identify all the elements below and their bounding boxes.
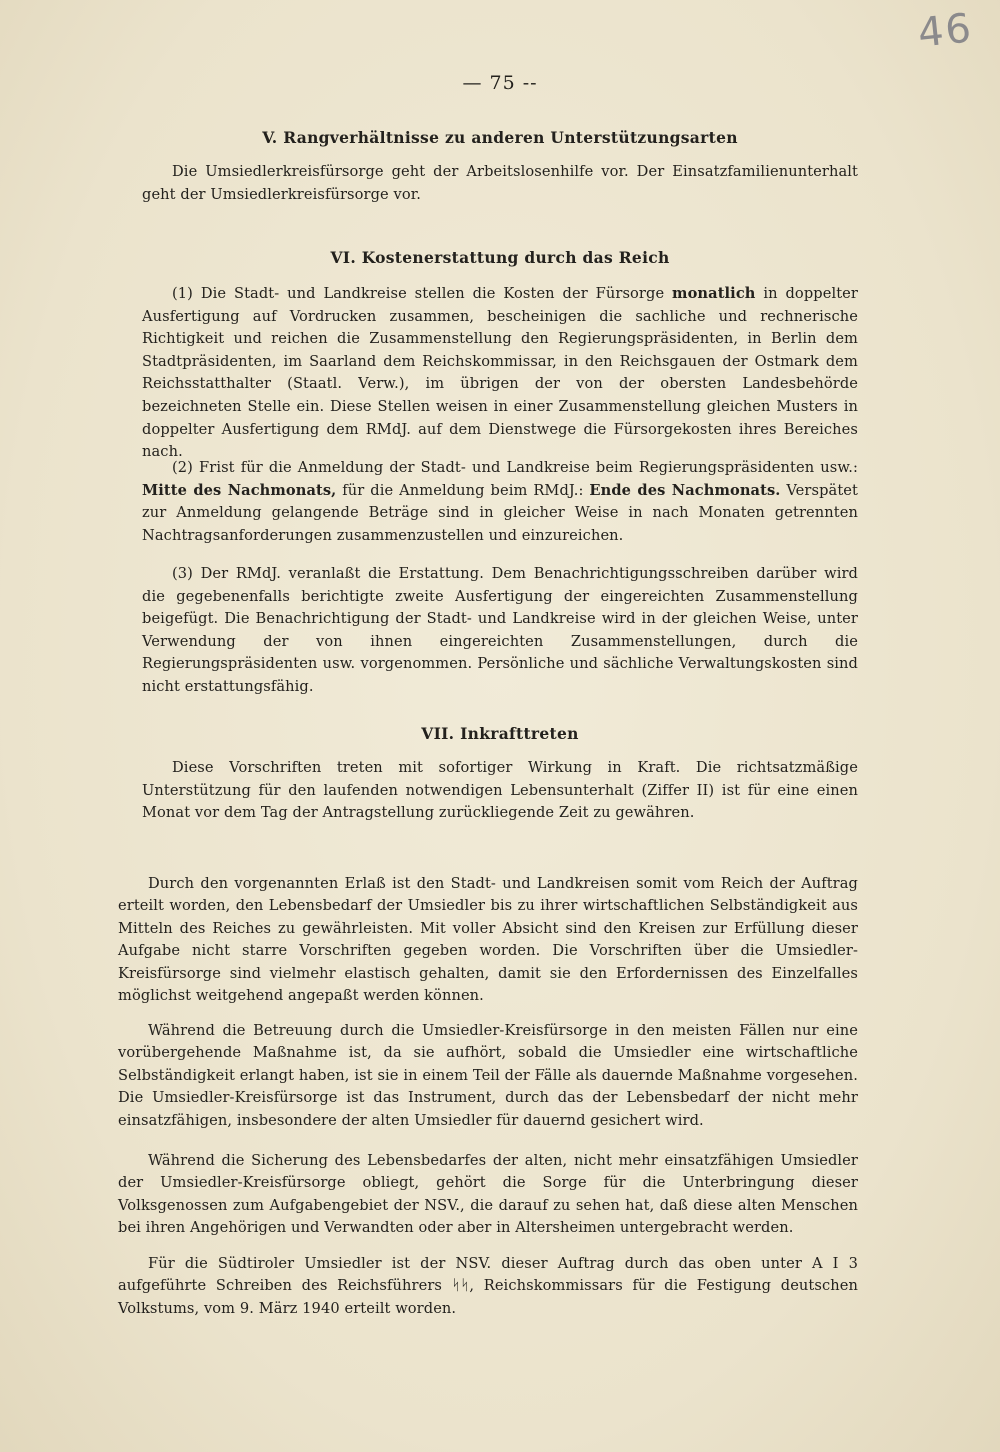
body-paragraph-1: Durch den vorgenannten Erlaß ist den Stadt- und Landkreisen somit vom Reich der Auftrag erteilt worden, den Lebensbedarf der Umsiedler bis zu ihrer wirtschaftlichen Selbständigkeit aus Mitteln des Reiches zu gewährleisten. Mit voller Absicht sind den Kreisen zur Erfüllung dieser Aufgabe nicht starre Vorschriften gegeben worden. Die Vorschriften über die Umsiedler-Kreisfürsorge sind vielmehr elastisch gehalten, damit sie den Erfordernissen des Einzelfalles möglichst weitgehend angepaßt werden können. (118, 875, 858, 1005)
text-run: Verspätet zur Anmeldung gelangende Beträge sind in gleicher Weise in nach Monaten getrennten Nachtragsanforderungen zusammenzustellen und einzureichen. (142, 481, 858, 544)
text-run: (1) Die Stadt- und Landkreise stellen die Kosten der Fürsorge (172, 285, 673, 302)
section-vi-paragraph-1 (142, 283, 858, 464)
emphasis-ende: Ende des Nachmonats. (589, 481, 781, 499)
section-vii-text: Diese Vorschriften treten mit sofortiger Wirkung in Kraft. Die richtsatzmäßige Unterstützung für den laufenden notwendigen Lebensunterhalt (Ziffer II) ist für eine einen Monat vor dem Tag der Antragstellung zurückliegende Zeit zu gewähren. (142, 759, 858, 822)
text-run: für die Anmeldung beim RMdJ.: (336, 481, 590, 499)
text-run: (2) Frist für die Anmeldung der Stadt- und Landkreise beim Regierungspräsidenten usw.: (172, 459, 858, 476)
text-run: in doppelter Ausfertigung auf Vordrucken zusammen, bescheinigen die sachliche und rechnerische Richtigkeit und reichen die Zusammenstellung den Regierungspräsidenten, in Berlin dem Stadtpräsidenten, im Saarland dem Reichskommissar, in den Reichsgauen der Ostmark dem Reichsstatthalter (Staatl. Verw.), im übrigen der von der obersten Landesbehörde bezeichneten Stelle ein. Diese Stellen weisen in einer Zusammenstellung gleichen Musters in doppelter Ausfertigung dem RMdJ. auf dem Dienstwege die Fürsorgekosten ihres Bereiches nach. (142, 285, 858, 461)
section-v-heading: V. Rangverhältnisse zu anderen Unterstützungsarten (262, 128, 738, 147)
section-vi-paragraph-3: (3) Der RMdJ. veranlaßt die Erstattung. Dem Benachrichtigungsschreiben darüber wird die gegebenenfalls berichtigte zweite Ausfertigung der eingereichten Zusammenstellung beigefügt. Die Benachrichtigung der Stadt- und Landkreise wird in der gleichen Weise, unter Verwendung der von ihnen eingereichten Zusammenstellungen, durch die Regierungspräsidenten usw. vorgenommen. Persönliche und sächliche Verwaltungskosten sind nicht erstattungsfähig. (142, 565, 858, 695)
page-number: — 75 -- (462, 72, 538, 94)
body-paragraph-3: Während die Sicherung des Lebensbedarfes der alten, nicht mehr einsatzfähigen Umsiedler der Umsiedler-Kreisfürsorge obliegt, gehört die Sorge für die Unterbringung dieser Volksgenossen zum Aufgabengebiet der NSV., die darauf zu sehen hat, daß diese alten Menschen bei ihren Angehörigen und Verwandten oder aber in Altersheimen untergebracht werden. (118, 1152, 858, 1237)
body-paragraph-4: Für die Südtiroler Umsiedler ist der NSV. dieser Auftrag durch das oben unter A I 3 aufgeführte Schreiben des Reichsführers ᛋᛋ, Reichskommissars für die Festigung deutschen Volkstums, vom 9. März 1940 erteilt worden. (118, 1255, 858, 1317)
section-vi-paragraph-2 (142, 457, 858, 547)
emphasis-monatlich: monatlich (672, 285, 756, 302)
emphasis-mitte: Mitte des Nachmonats, (142, 481, 337, 499)
body-paragraph-2: Während die Betreuung durch die Umsiedler-Kreisfürsorge in den meisten Fällen nur eine vorübergehende Maßnahme ist, da sie aufhört, sobald die Umsiedler eine wirtschaftliche Selbständigkeit erlangt haben, ist sie in einem Teil der Fälle als dauernde Maßnahme vorgesehen. Die Umsiedler-Kreisfürsorge ist das Instrument, durch das der Lebensbedarf der nicht mehr einsatzfähigen, insbesondere der alten Umsiedler für dauernd gesichert wird. (118, 1022, 858, 1129)
section-v-text: Die Umsiedlerkreisfürsorge geht der Arbeitslosenhilfe vor. Der Einsatzfamilienunterhalt geht der Umsiedlerkreisfürsorge vor. (142, 163, 858, 203)
section-vi-heading: VI. Kostenerstattung durch das Reich (330, 248, 670, 267)
section-vii-heading: VII. Inkrafttreten (421, 724, 579, 743)
handwritten-archive-number: 46 (915, 5, 976, 57)
